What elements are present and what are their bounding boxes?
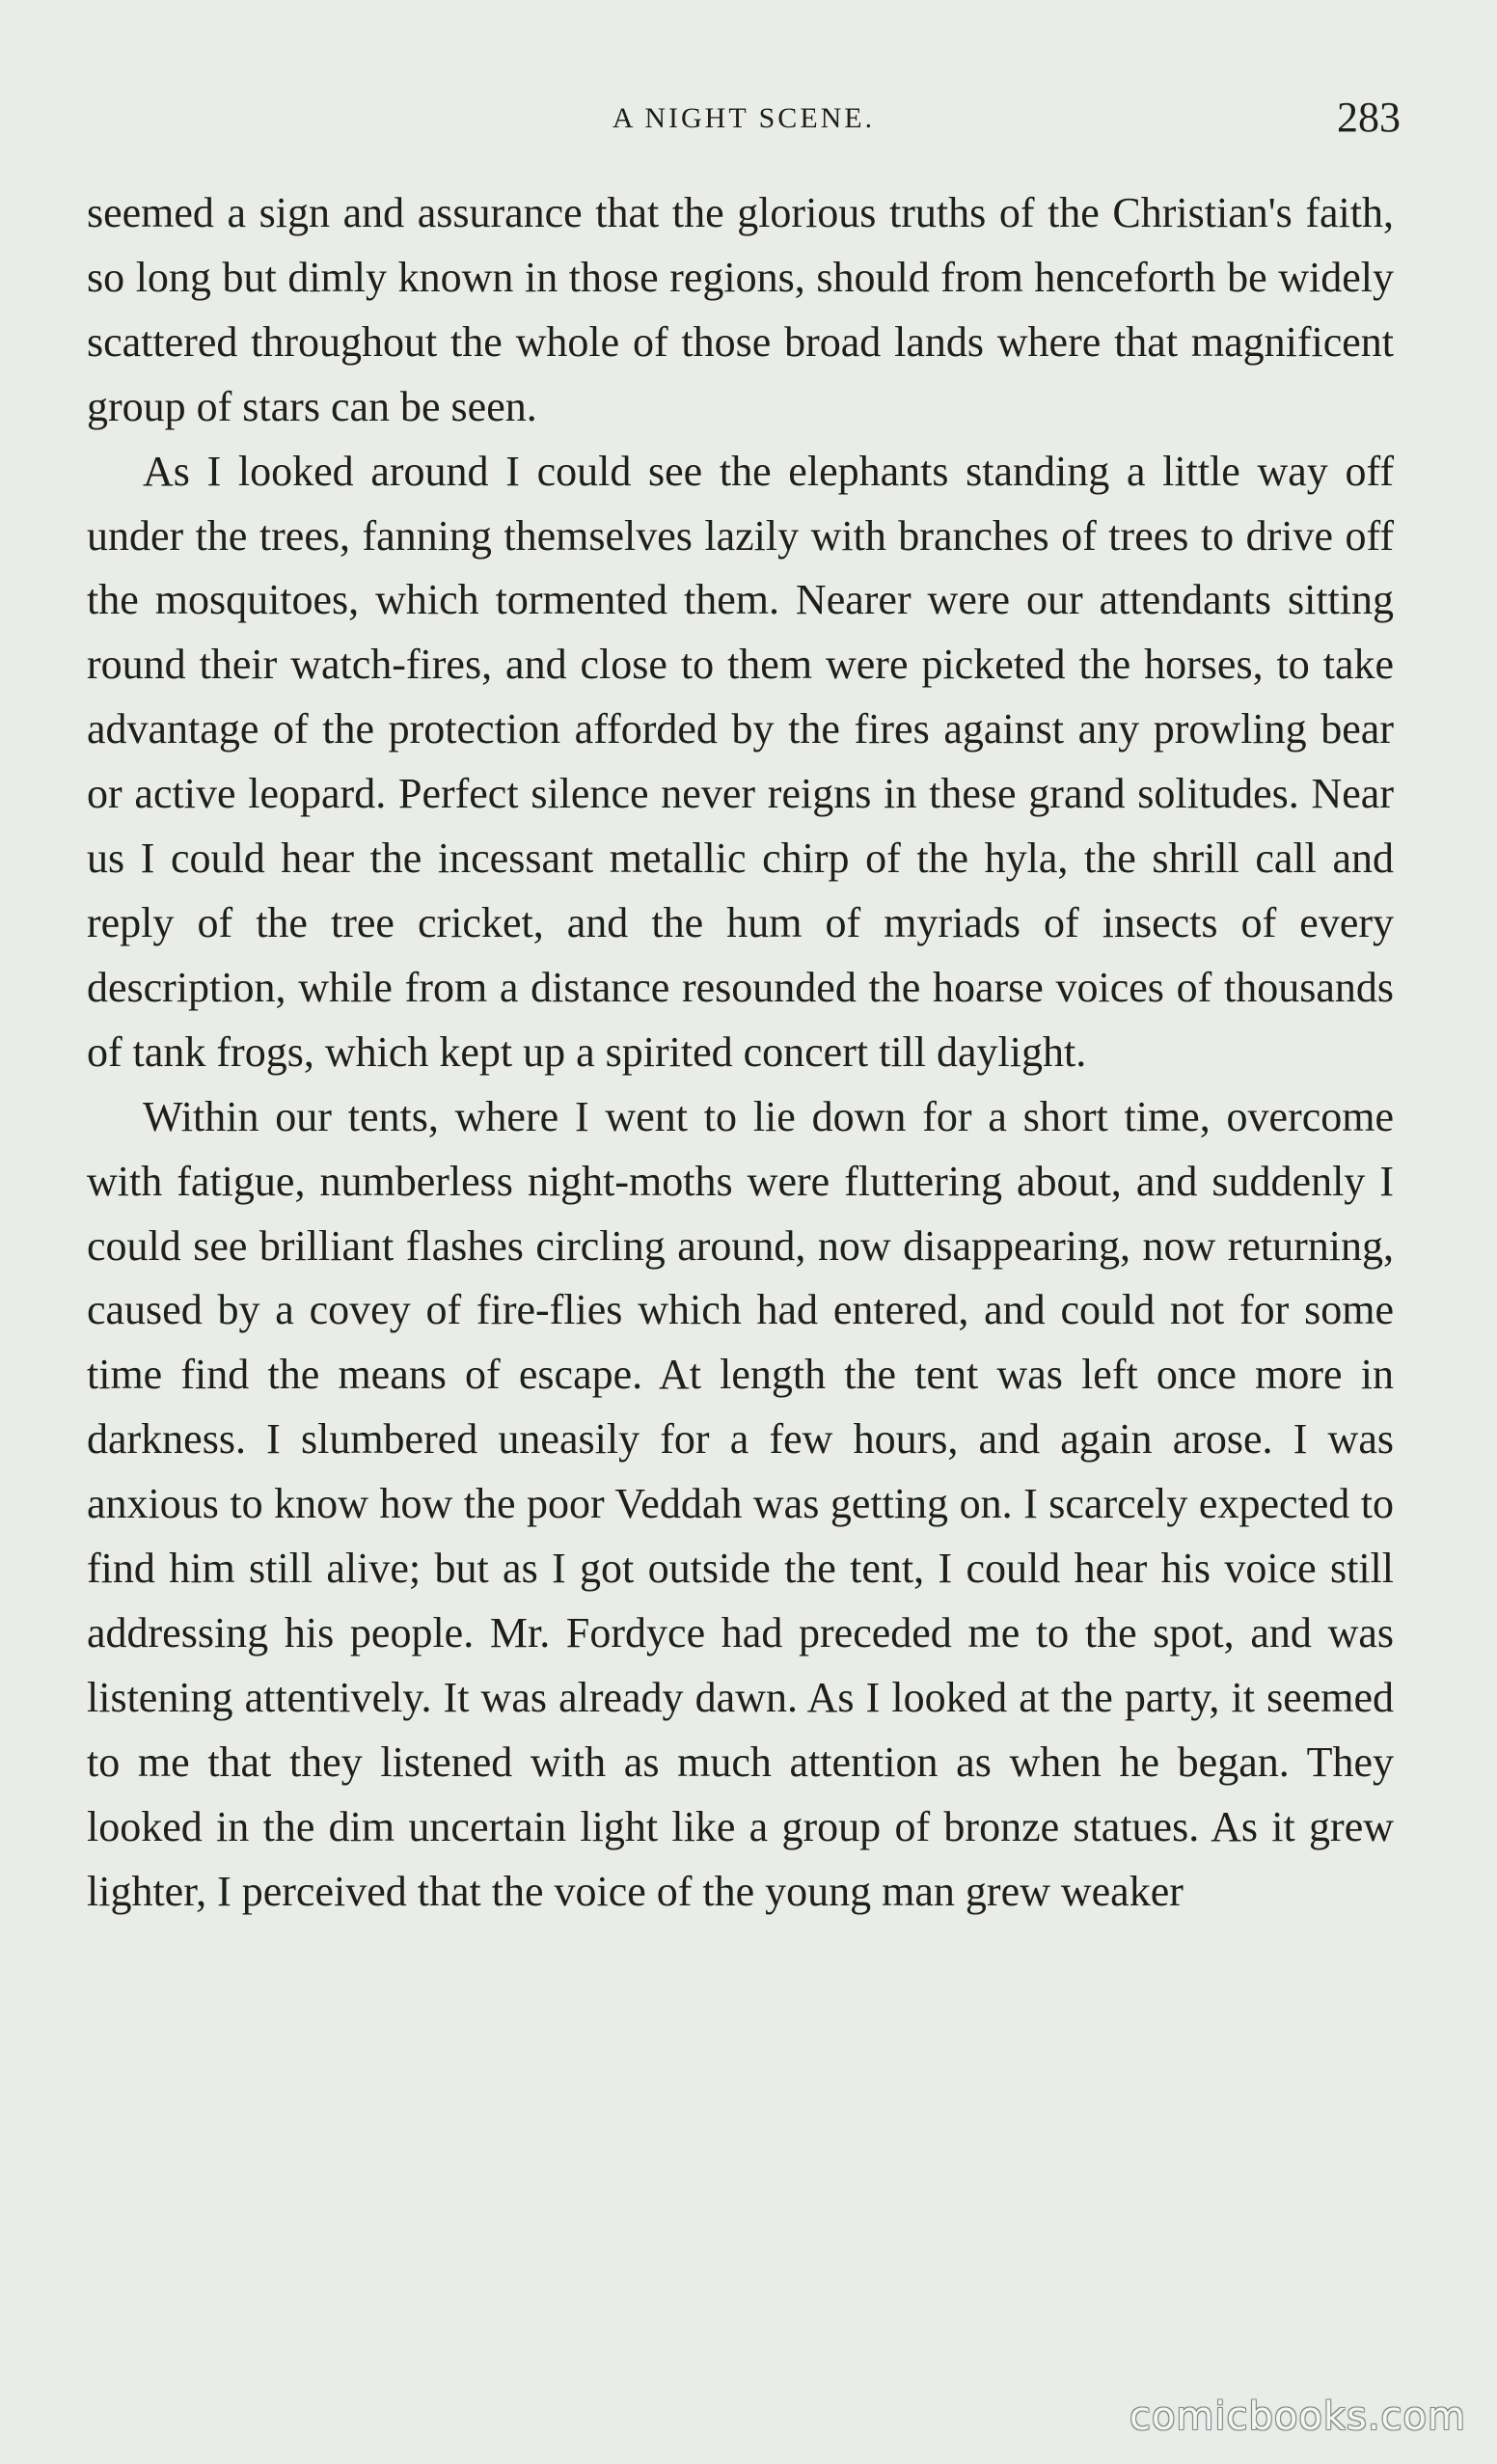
paragraph-3: Within our tents, where I went to lie down for a short time, overcome with fatigue, numberless night-moths were fluttering about, and suddenly I could see brilliant flashes circling around, now disappearing, now returning, caused by a covey of fire-flies which had entered, and could not for some time find the means of escape. At length the tent was left once more in darkness. I slumbered uneasily for a few hours, and again arose. I was anxious to know how the poor Veddah was getting on. I scarcely expected to find him still alive; but as I got outside the tent, I could hear his voice still addressing his people. Mr. Fordyce had preceded me to the spot, and was listening attentively. It was already dawn. As I looked at the party, it seemed to me that they listened with as much attention as when he began. They looked in the dim uncertain light like a group of bronze statues. As it grew lighter, I perceived that the voice of the young man grew weaker	[87, 1092, 1394, 1915]
paragraph-2: As I looked around I could see the elephants standing a little way off under the trees, fanning themselves lazily with branches of trees to drive off the mosquitoes, which tormented them. Nearer were our attendants sitting round their watch-fires, and close to them were picketed the horses, to take advantage of the protection afforded by the fires against any prowling bear or active leopard. Perfect silence never reigns in these grand solitudes. Near us I could hear the incessant metallic chirp of the hyla, the shrill call and reply of the tree cricket, and the hum of myriads of insects of every description, while from a distance resounded the hoarse voices of thousands of tank frogs, which kept up a spirited concert till daylight.	[87, 447, 1394, 1076]
watermark-logo: comicbooks.com	[1129, 2395, 1466, 2439]
body-text	[87, 181, 1394, 1924]
running-title: A NIGHT SCENE.	[612, 102, 876, 134]
paragraph-1: seemed a sign and assurance that the glorious truths of the Christian's faith, so long but dimly known in those regions, should from henceforth be widely scattered throughout the whole of those broad lands where that magnificent group of stars can be seen.	[87, 189, 1394, 430]
page-number: 283	[1337, 94, 1401, 141]
running-head	[87, 93, 1401, 151]
